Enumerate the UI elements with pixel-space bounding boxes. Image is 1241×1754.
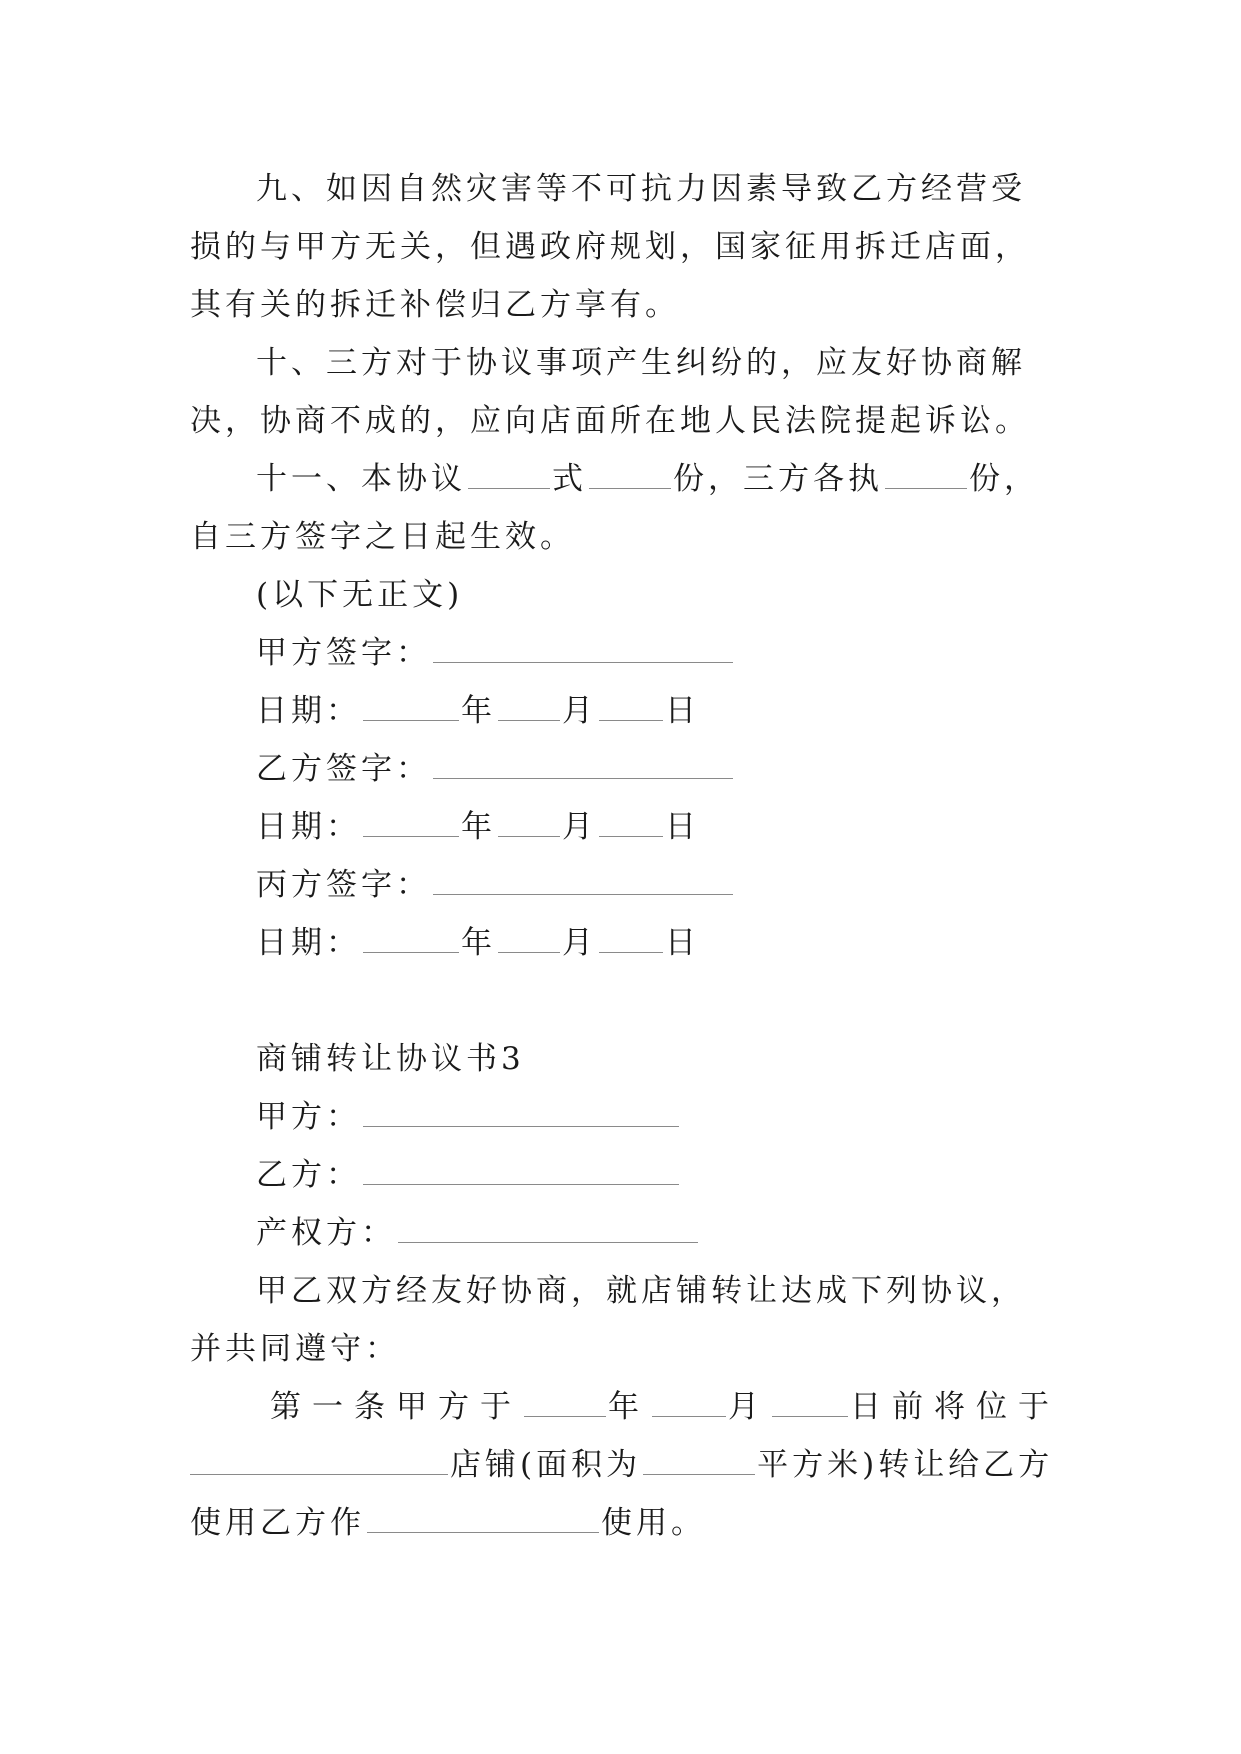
signature-line-party-c — [190, 856, 1060, 914]
article-1-part7: 使用。 — [601, 1505, 706, 1541]
month-label: 月 — [562, 809, 597, 845]
day-blank[interactable] — [599, 806, 663, 837]
month-blank[interactable] — [498, 922, 560, 953]
party-b-line — [190, 1146, 1060, 1204]
signature-blank[interactable] — [433, 864, 733, 895]
article-1-year-blank[interactable] — [524, 1386, 606, 1417]
month-label: 月 — [562, 693, 597, 729]
month-blank[interactable] — [498, 806, 560, 837]
article-1-location-blank[interactable] — [190, 1444, 448, 1475]
year-blank[interactable] — [363, 922, 459, 953]
blank-copies-total[interactable] — [589, 458, 671, 489]
year-blank[interactable] — [363, 806, 459, 837]
article-1-use-blank[interactable] — [367, 1502, 599, 1533]
document-content — [190, 160, 1060, 1552]
party-a-line — [190, 1088, 1060, 1146]
day-label: 日 — [665, 693, 700, 729]
article-1-area-blank[interactable] — [643, 1444, 755, 1475]
clause-11-part3: 份，三方各执 — [673, 461, 883, 497]
owner-label: 产权方： — [256, 1215, 396, 1251]
section-gap — [190, 972, 1060, 1030]
day-blank[interactable] — [599, 922, 663, 953]
clause-11 — [190, 450, 1060, 566]
article-1-day-blank[interactable] — [772, 1386, 848, 1417]
blank-copies-format[interactable] — [468, 458, 550, 489]
date-label: 日期： — [256, 809, 361, 845]
article-1-part4: 日前将位于 — [850, 1389, 1060, 1425]
month-blank[interactable] — [498, 690, 560, 721]
clause-11-part4: 份，自三方签字之日起生效。 — [190, 461, 1039, 555]
section-3-title: 商铺转让协议书3 — [256, 1041, 525, 1077]
article-1-line-1 — [190, 1378, 1060, 1436]
party-a-label: 甲方： — [256, 1099, 361, 1135]
day-label: 日 — [665, 925, 700, 961]
clause-11-part1: 十一、本协议 — [256, 461, 466, 497]
signature-blank[interactable] — [433, 632, 733, 663]
signature-label: 乙方签字： — [256, 751, 431, 787]
signature-label: 丙方签字： — [256, 867, 431, 903]
party-b-blank[interactable] — [363, 1154, 679, 1185]
date-line-party-a — [190, 682, 1060, 740]
year-label: 年 — [461, 693, 496, 729]
year-label: 年 — [461, 925, 496, 961]
article-1-line-2 — [190, 1436, 1060, 1552]
article-1-month-blank[interactable] — [652, 1386, 726, 1417]
signature-blank[interactable] — [433, 748, 733, 779]
party-b-label: 乙方： — [256, 1157, 361, 1193]
section-3-intro: 甲乙双方经友好协商，就店铺转让达成下列协议，并共同遵守： — [190, 1273, 1026, 1367]
article-1-part3: 月 — [728, 1389, 770, 1425]
owner-blank[interactable] — [398, 1212, 698, 1243]
day-label: 日 — [665, 809, 700, 845]
article-1-part6: 平方米)转让给乙方使用乙方作 — [190, 1447, 1054, 1541]
party-a-blank[interactable] — [363, 1096, 679, 1127]
date-line-party-b — [190, 798, 1060, 856]
clause-11-part2: 式 — [552, 461, 587, 497]
article-1-part2: 年 — [608, 1389, 650, 1425]
year-blank[interactable] — [363, 690, 459, 721]
article-1-part1: 第一条甲方于 — [270, 1389, 522, 1425]
signature-line-party-b — [190, 740, 1060, 798]
date-line-party-c — [190, 914, 1060, 972]
signature-line-party-a — [190, 624, 1060, 682]
year-label: 年 — [461, 809, 496, 845]
no-more-text: (以下无正文) — [256, 577, 464, 613]
article-1-part5: 店铺(面积为 — [450, 1447, 642, 1483]
clause-9: 九、如因自然灾害等不可抗力因素导致乙方经营受损的与甲方无关，但遇政府规划，国家征用拆迁店面，其有关的拆迁补偿归乙方享有。 — [190, 171, 1030, 323]
day-blank[interactable] — [599, 690, 663, 721]
blank-copies-each[interactable] — [885, 458, 967, 489]
owner-line — [190, 1204, 1060, 1262]
date-label: 日期： — [256, 693, 361, 729]
clause-10: 十、三方对于协议事项产生纠纷的，应友好协商解决，协商不成的，应向店面所在地人民法院提起诉讼。 — [190, 345, 1030, 439]
signature-label: 甲方签字： — [256, 635, 431, 671]
date-label: 日期： — [256, 925, 361, 961]
month-label: 月 — [562, 925, 597, 961]
